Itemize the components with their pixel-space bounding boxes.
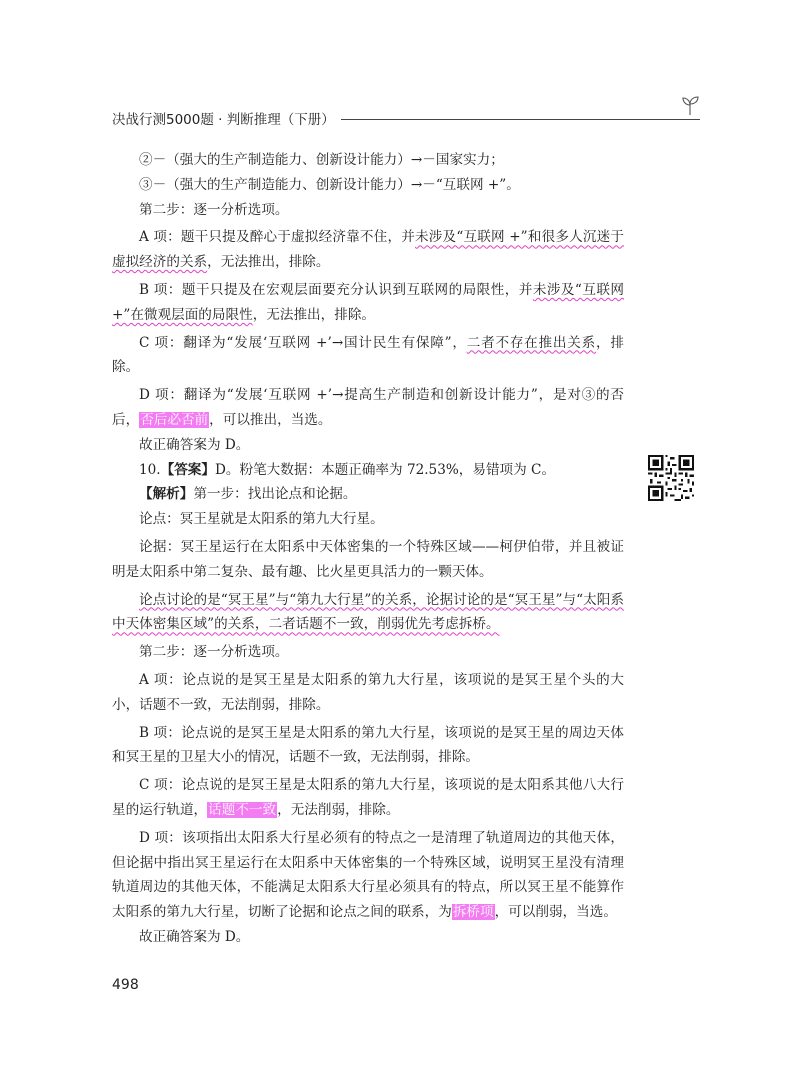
wavy-underline: 二者不存在推出关系	[466, 334, 597, 351]
option-d-paragraph: D 项：翻译为“发展‘互联网 +’→提高生产制造和创新设计能力”，是对③的否后，否后必否前，可以推出，当选。	[112, 387, 624, 428]
wavy-underline: 论点讨论的是“冥王星”与“第九大行星”的关系，论据讨论的是“冥王星”与“太阳系中天体密集区域”的关系，二者话题不一致，削弱优先考虑拆桥。	[112, 591, 624, 633]
header-rule	[341, 119, 700, 120]
highlight: 拆桥项	[452, 904, 494, 921]
question-10-answer: 10.【答案】D。粉笔大数据：本题正确率为 72.53%，易错项为 C。	[139, 461, 556, 478]
header-title: 决战行测5000题 · 判断推理（下册）	[112, 112, 335, 128]
option-d2-paragraph: D 项：该项指出太阳系大行星必须有的特点之一是清理了轨道周边的其他天体，但论据中指出冥王星运行在太阳系中天体密集的一个特殊区域，说明冥王星没有清理轨道周边的其他天体，不能满足太阳系大行星必须具有的特点，所以冥王星不能算作太阳系的第九大行星，切断了论据和论点之间的联系，为拆桥项，可以削弱，当选。	[112, 829, 624, 921]
highlight: 否后必否前	[140, 411, 209, 428]
running-header	[112, 107, 700, 129]
answer-line: 故正确答案为 D。	[139, 436, 250, 453]
answer-tag: 【答案】	[160, 461, 215, 478]
analysis-line: 【解析】第一步：找出论点和论据。	[139, 486, 357, 503]
page-content	[112, 148, 624, 950]
sprout-icon	[678, 93, 702, 117]
wavy-underline: 未涉及“互联网 +”和很多人沉迷于虚拟经济的关系	[112, 229, 625, 271]
text-line: 第二步：逐一分析选项。	[139, 201, 289, 218]
analysis-tag: 【解析】	[139, 486, 194, 503]
highlight: 话题不一致	[208, 801, 277, 818]
option-c2-paragraph: C 项：论点说的是冥王星是太阳系的第九大行星，该项说的是太阳系其他八大行星的运行轨道，话题不一致，无法削弱，排除。	[112, 777, 624, 818]
option-c-paragraph: C 项：翻译为“发展‘互联网 +’→国计民生有保障”，二者不存在推出关系，排除。	[112, 334, 625, 376]
option-a2-paragraph: A 项：论点说的是冥王星是太阳系的第九大行星，该项说的是冥王星个头的大小，话题不一致，无法削弱，排除。	[112, 671, 624, 713]
page-number: 498	[112, 977, 139, 993]
wavy-underline: 未涉及“互联网 +”在微观层面的局限性	[112, 281, 624, 323]
qr-code-icon[interactable]	[648, 455, 694, 501]
text-line: 第二步：逐一分析选项。	[139, 644, 289, 661]
answer-line: 故正确答案为 D。	[139, 928, 250, 945]
argument-evidence: 论据：冥王星运行在太阳系中天体密集的一个特殊区域——柯伊伯带，并且被证明是太阳系中第二复杂、最有趣、比火星更具活力的一颗天体。	[112, 538, 624, 580]
text-line: ②－（强大的生产制造能力、创新设计能力）→－国家实力；	[139, 152, 504, 168]
text-line: ③－（强大的生产制造能力、创新设计能力）→－“互联网 +”。	[139, 176, 520, 193]
option-b2-paragraph: B 项：论点说的是冥王星是太阳系的第九大行星，该项说的是冥王星的周边天体和冥王星的卫星大小的情况，话题不一致，无法削弱，排除。	[112, 724, 624, 766]
argument-point: 论点：冥王星就是太阳系的第九大行星。	[139, 511, 384, 528]
discussion-paragraph	[112, 588, 624, 638]
option-b-paragraph: B 项：题干只提及在宏观层面要充分认识到互联网的局限性，并未涉及“互联网 +”在微观层面的局限性，无法推出，排除。	[112, 281, 624, 323]
option-a-paragraph: A 项：题干只提及醉心于虚拟经济靠不住，并未涉及“互联网 +”和很多人沉迷于虚拟经济的关系，无法推出，排除。	[112, 229, 625, 271]
